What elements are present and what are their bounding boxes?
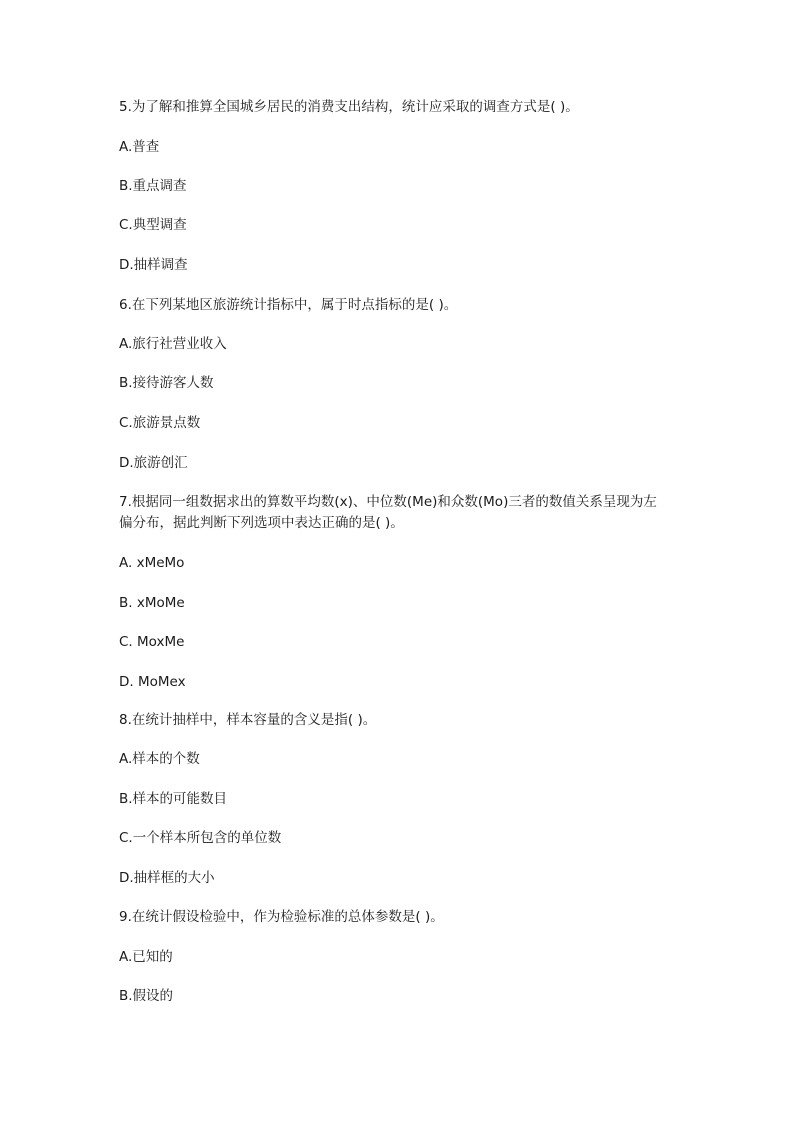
question-5-option-c: C.典型调查: [119, 217, 187, 233]
question-8-option-b: B.样本的可能数目: [119, 791, 228, 807]
question-6-option-c: C.旅游景点数: [119, 415, 201, 431]
question-9-option-b: B.假设的: [119, 988, 174, 1004]
question-8-option-d: D.抽样框的大小: [119, 870, 215, 886]
question-7-stem-line-1: 7.根据同一组数据求出的算数平均数(x)、中位数(Me)和众数(Mo)三者的数值关系呈现为左: [119, 494, 657, 510]
question-6-option-b: B.接待游客人数: [119, 375, 214, 391]
question-8-option-c: C.一个样本所包含的单位数: [119, 830, 282, 846]
question-5-stem: 5.为了解和推算全国城乡居民的消费支出结构，统计应采取的调查方式是( )。: [119, 99, 579, 115]
question-9-stem: 9.在统计假设检验中，作为检验标准的总体参数是( )。: [119, 909, 444, 925]
question-8-stem: 8.在统计抽样中，样本容量的含义是指( )。: [119, 712, 377, 728]
question-5-option-a: A.普查: [119, 139, 160, 155]
question-6-option-a: A.旅行社营业收入: [119, 336, 227, 352]
question-9-option-a: A.已知的: [119, 949, 173, 965]
question-6-stem: 6.在下列某地区旅游统计指标中，属于时点指标的是( )。: [119, 297, 458, 313]
question-8-option-a: A.样本的个数: [119, 751, 200, 767]
question-5-option-b: B.重点调查: [119, 178, 187, 194]
question-7-option-c: C. MoxMe: [119, 634, 185, 650]
question-7-stem-line-2: 偏分布，据此判断下列选项中表达正确的是( )。: [119, 515, 404, 531]
question-7-option-b: B. xMoMe: [119, 595, 185, 611]
question-7-option-d: D. MoMex: [119, 674, 186, 690]
question-5-option-d: D.抽样调查: [119, 257, 188, 273]
question-6-option-d: D.旅游创汇: [119, 455, 188, 471]
question-7-option-a: A. xMeMo: [119, 555, 185, 571]
